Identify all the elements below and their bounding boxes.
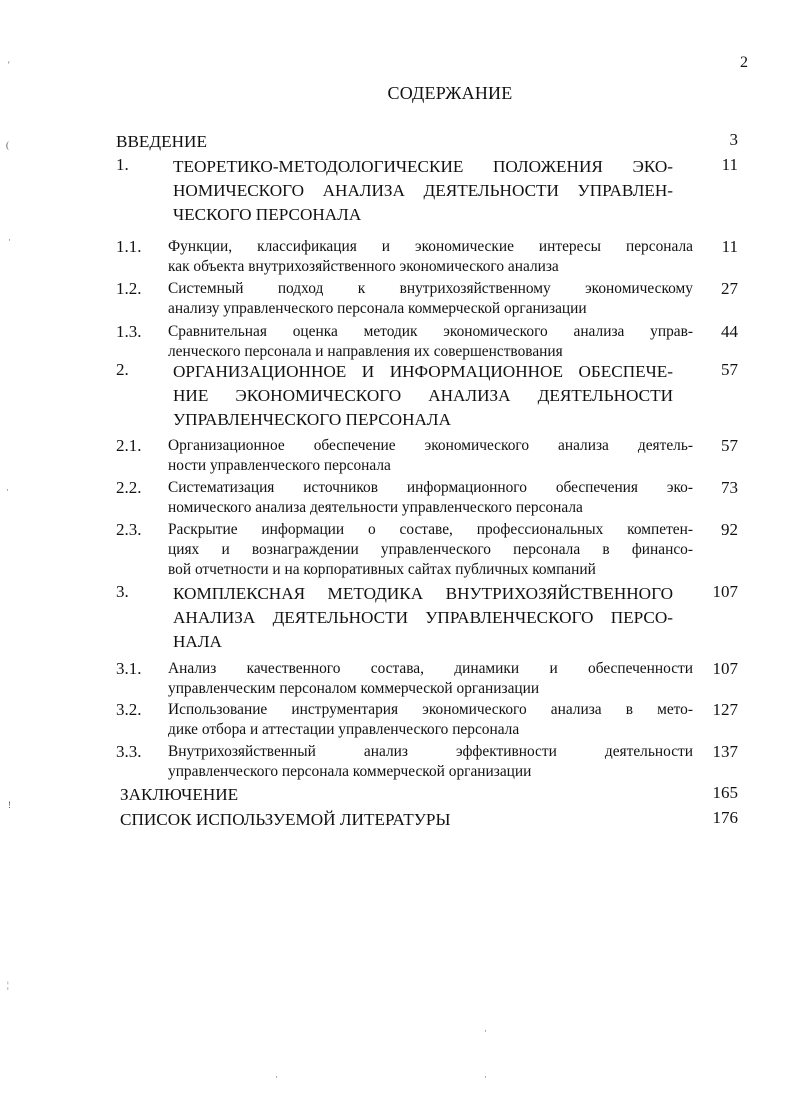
toc-entry-line: ЧЕСКОГО ПЕРСОНАЛА: [173, 205, 362, 224]
toc-entry-page: 73: [721, 478, 738, 497]
toc-entry-title: [116, 130, 676, 154]
toc-entry-page: 127: [712, 700, 738, 719]
toc-entry-line: АНАЛИЗА ДЕЯТЕЛЬНОСТИ УПРАВЛЕНЧЕСКОГО ПЕРСО-: [173, 608, 673, 627]
toc-entry-line: КОМПЛЕКСНАЯ МЕТОДИКА ВНУТРИХОЗЯЙСТВЕННОГО: [173, 584, 673, 603]
scan-speck: ·: [484, 1026, 487, 1036]
toc-entry-line: ТЕОРЕТИКО-МЕТОДОЛОГИЧЕСКИЕ ПОЛОЖЕНИЯ ЭКО-: [173, 157, 673, 176]
toc-entry-line: номического анализа деятельности управленческого персонала: [168, 499, 583, 516]
toc-entry-page: 44: [721, 322, 738, 341]
scan-speck: ¦: [7, 980, 9, 990]
toc-entry-line: ности управленческого персонала: [168, 457, 391, 474]
toc-title: СОДЕРЖАНИЕ: [387, 83, 513, 103]
toc-entry-line: Использование инструментария экономического анализа в мето-: [168, 701, 693, 718]
scan-speck: ·: [484, 1072, 487, 1082]
toc-entry-line: УПРАВЛЕНЧЕСКОГО ПЕРСОНАЛА: [173, 410, 451, 429]
toc-entry-number: 1.1.: [116, 237, 142, 256]
toc-entry-number: 3.2.: [116, 700, 142, 719]
toc-entry-line: НИЕ ЭКОНОМИЧЕСКОГО АНАЛИЗА ДЕЯТЕЛЬНОСТИ: [173, 386, 673, 405]
toc-entry-page: 176: [712, 808, 738, 827]
toc-entry-title: [120, 808, 680, 832]
toc-entry-line: НОМИЧЕСКОГО АНАЛИЗА ДЕЯТЕЛЬНОСТИ УПРАВЛЕН-: [173, 181, 673, 200]
toc-entry-page: 165: [712, 783, 738, 802]
toc-entry-line: дике отбора и аттестации управленческого персонала: [168, 721, 520, 738]
toc-entry-number: 2.1.: [116, 436, 142, 455]
toc-entry-line: Внутрихозяйственный анализ эффективности деятельности: [168, 743, 693, 760]
toc-entry-line: Функции, классификация и экономические интересы персонала: [168, 238, 693, 255]
toc-entry-number: 3.: [116, 582, 129, 601]
toc-entry-line: Системный подход к внутрихозяйственному экономическому: [168, 280, 693, 297]
toc-entry-line: Организационное обеспечение экономического анализа деятель-: [168, 437, 693, 454]
toc-entry-line: ОРГАНИЗАЦИОННОЕ И ИНФОРМАЦИОННОЕ ОБЕСПЕЧЕ-: [173, 362, 673, 381]
toc-entry-number: 1.2.: [116, 279, 142, 298]
toc-entry-line: Сравнительная оценка методик экономического анализа управ-: [168, 323, 693, 340]
toc-entry-page: 3: [729, 130, 738, 149]
scan-speck: ·: [8, 235, 11, 245]
toc-entry-page: 57: [721, 436, 738, 455]
toc-entry-number: 1.3.: [116, 322, 142, 341]
toc-entry-number: 2.2.: [116, 478, 142, 497]
toc-entry-title: [168, 436, 693, 476]
toc-entry-page: 11: [721, 155, 738, 174]
toc-entry-title: [168, 279, 693, 319]
toc-entry-line: Систематизация источников информационного обеспечения эко-: [168, 479, 693, 496]
toc-entry-number: 2.3.: [116, 520, 142, 539]
scan-speck: ·: [6, 485, 9, 495]
scan-speck: !: [8, 800, 11, 810]
toc-entry-line: анализу управленческого персонала коммерческой организации: [168, 300, 587, 317]
toc-entry-page: 137: [712, 742, 738, 761]
toc-entry-line: СПИСОК ИСПОЛЬЗУЕМОЙ ЛИТЕРАТУРЫ: [120, 810, 451, 829]
toc-entry-title: [168, 237, 693, 277]
toc-entry-line: управленческого персонала коммерческой организации: [168, 763, 532, 780]
toc-entry-line: ЗАКЛЮЧЕНИЕ: [120, 785, 239, 804]
toc-entry-number: 3.1.: [116, 659, 142, 678]
toc-entry-title: [168, 659, 693, 699]
page-number: 2: [740, 54, 748, 71]
toc-entry-line: Раскрытие информации о составе, профессиональных компетен-: [168, 521, 693, 538]
toc-entry-line: как объекта внутрихозяйственного экономического анализа: [168, 258, 559, 275]
toc-entry-page: 27: [721, 279, 738, 298]
toc-entry-line: вой отчетности и на корпоративных сайтах публичных компаний: [168, 561, 596, 578]
toc-entry-line: НАЛА: [173, 632, 222, 651]
scan-speck: ': [8, 60, 10, 70]
toc-entry-title: [168, 322, 693, 362]
toc-entry-title: [168, 478, 693, 518]
toc-entry-page: 11: [721, 237, 738, 256]
toc-entry-page: 107: [712, 659, 738, 678]
toc-entry-title: [173, 360, 673, 432]
scan-speck: ·: [275, 1072, 278, 1082]
toc-entry-page: 107: [712, 582, 738, 601]
toc-entry-title: [168, 700, 693, 740]
toc-entry-title: [173, 155, 673, 227]
toc-entry-number: 2.: [116, 360, 129, 379]
toc-entry-page: 92: [721, 520, 738, 539]
toc-entry-number: 3.3.: [116, 742, 142, 761]
toc-entry-line: Анализ качественного состава, динамики и обеспеченности: [168, 660, 693, 677]
toc-entry-title: [173, 582, 673, 654]
toc-entry-title: [168, 520, 693, 580]
scan-speck: (: [6, 140, 9, 150]
toc-entry-line: циях и вознаграждении управленческого персонала в финансо-: [168, 541, 693, 558]
toc-entry-line: ленческого персонала и направления их совершенствования: [168, 343, 563, 360]
toc-entry-line: управленческим персоналом коммерческой организации: [168, 680, 540, 697]
toc-entry-page: 57: [721, 360, 738, 379]
toc-entry-number: 1.: [116, 155, 129, 174]
toc-entry-line: ВВЕДЕНИЕ: [116, 132, 207, 151]
toc-entry-title: [168, 742, 693, 782]
toc-entry-title: [120, 783, 680, 807]
